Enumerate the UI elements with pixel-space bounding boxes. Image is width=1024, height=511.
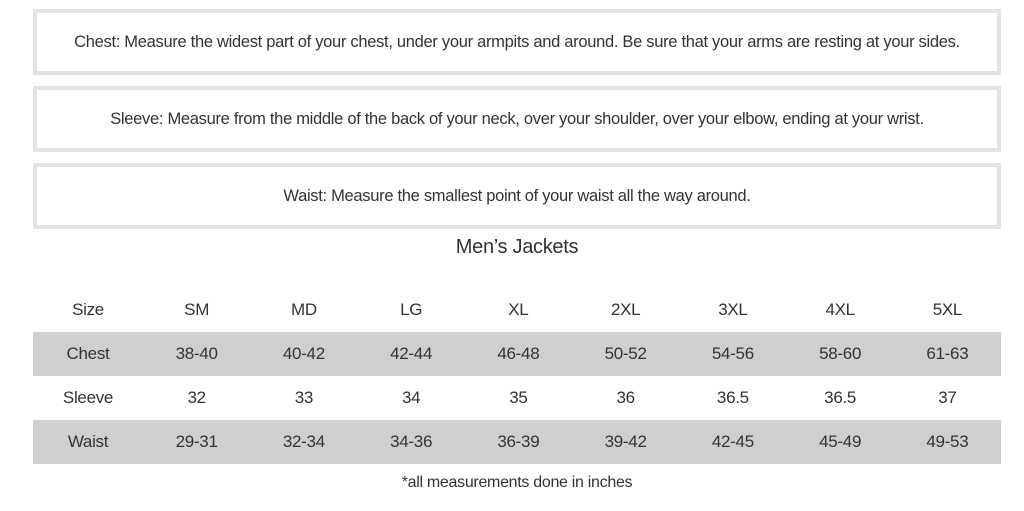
table-row-chest (33, 332, 1001, 376)
chest-instruction-box (33, 9, 1001, 75)
table-row-sleeve (33, 376, 1001, 420)
row-label: Sleeve (62, 388, 114, 407)
table-cell: 34 (401, 388, 421, 407)
header-cell: 4XL (825, 300, 855, 319)
header-row (33, 288, 1001, 332)
table-cell: 42-44 (390, 344, 433, 363)
table-cell: 29-31 (175, 432, 218, 451)
header-cell: LG (400, 300, 423, 319)
table-cell: 32 (187, 388, 206, 407)
table-cell: 36 (616, 388, 635, 407)
header-cell: MD (290, 300, 317, 319)
sleeve-instruction-text: Sleeve: Measure from the middle of the back of your neck, over your shoulder, over your elbow, ending at your wrist. (110, 109, 924, 128)
table-cell: 37 (938, 388, 957, 407)
table-cell: 36.5 (824, 388, 857, 407)
table-cell: 34-36 (390, 432, 433, 451)
table-cell: 54-56 (711, 344, 754, 363)
header-cell: 3XL (718, 300, 748, 319)
header-cell: 5XL (932, 300, 963, 319)
measurement-footnote: *all measurements done in inches (401, 474, 633, 491)
header-label: Size (72, 300, 104, 319)
table-cell: 61-63 (926, 344, 969, 363)
table-cell: 36.5 (716, 388, 749, 407)
table-cell: 32-34 (282, 432, 325, 451)
header-cell: XL (508, 300, 529, 319)
header-cell: 2XL (610, 300, 641, 319)
table-cell: 45-49 (819, 432, 862, 451)
table-cell: 50-52 (604, 344, 647, 363)
table-cell: 38-40 (175, 344, 218, 363)
table-cell: 39-42 (604, 432, 647, 451)
chest-instruction-text: Chest: Measure the widest part of your chest, under your armpits and around. Be sure that your arms are resting at your sides. (74, 32, 960, 51)
table-row-waist (33, 420, 1001, 464)
table-cell: 35 (509, 388, 528, 407)
row-label: Waist (67, 432, 109, 451)
table-cell: 40-42 (282, 344, 325, 363)
row-label: Chest (66, 344, 110, 363)
table-title: Men’s Jackets (455, 236, 579, 258)
table-cell: 36-39 (497, 432, 540, 451)
header-cell: SM (184, 300, 210, 319)
table-cell: 42-45 (711, 432, 754, 451)
sleeve-instruction-box (33, 86, 1001, 152)
table-cell: 46-48 (497, 344, 540, 363)
table-cell: 33 (294, 388, 314, 407)
size-chart-table (33, 288, 1001, 464)
table-cell: 49-53 (926, 432, 969, 451)
table-cell: 58-60 (819, 344, 862, 363)
waist-instruction-box (33, 163, 1001, 229)
waist-instruction-text: Waist: Measure the smallest point of your waist all the way around. (283, 186, 751, 205)
